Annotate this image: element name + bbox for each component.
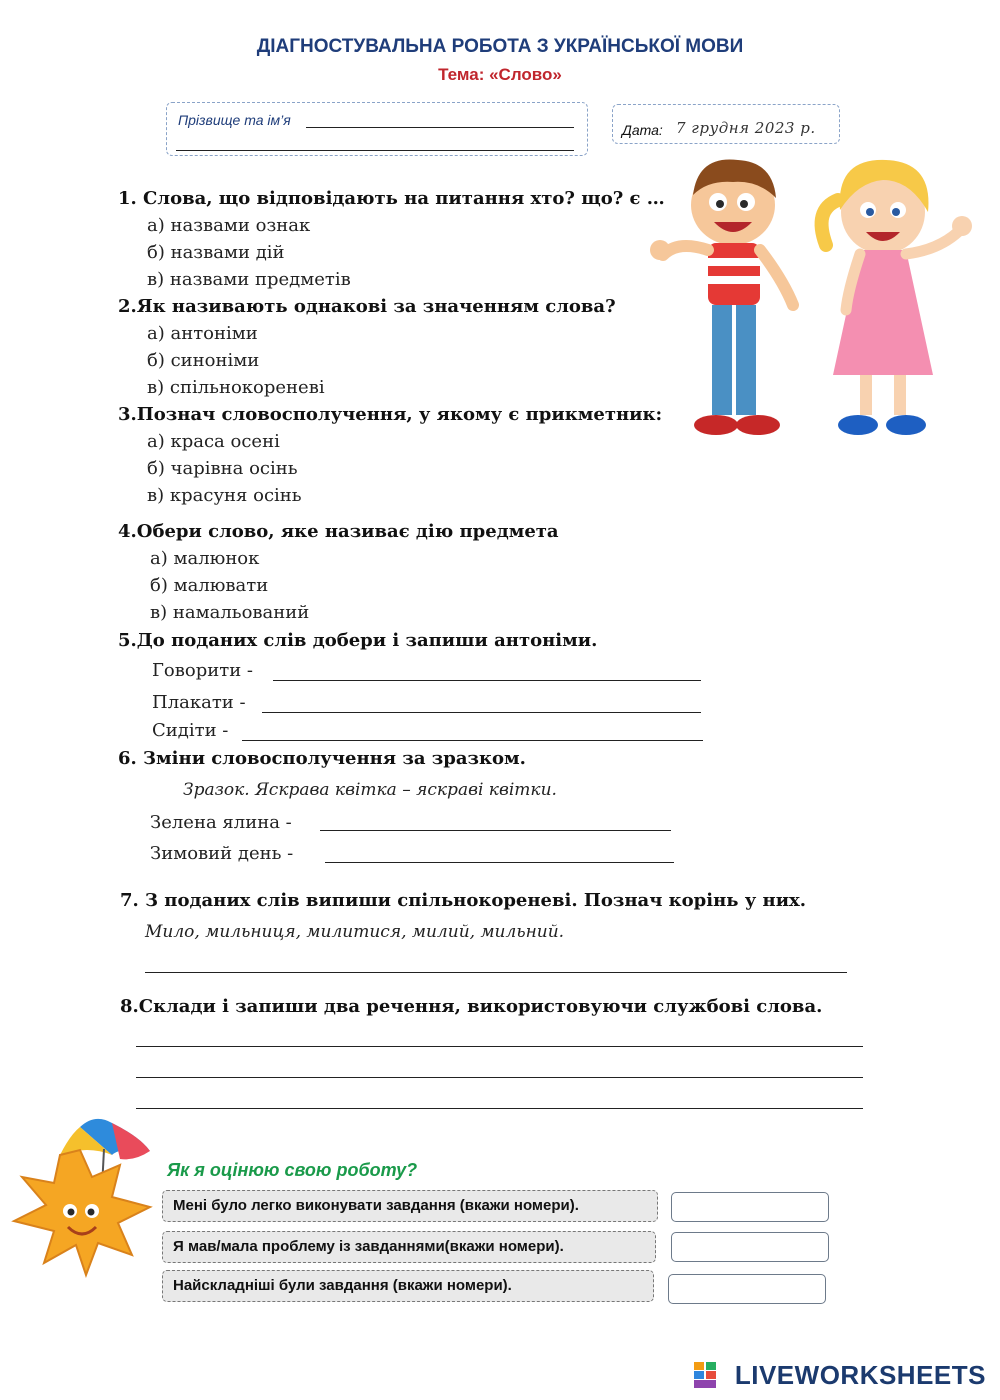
question-7: 7. З поданих слів випиши спільнокореневі. Познач корінь у них. <box>120 890 807 911</box>
q7-answer-line[interactable] <box>145 972 847 973</box>
q5-item-2: Плакати - <box>152 692 246 713</box>
question-4: 4.Обери слово, яке називає дію предмета <box>118 521 559 542</box>
question-6: 6. Зміни словосполучення за зразком. <box>118 748 526 769</box>
self-assessment-row-2: Я мав/мала проблему із завданнями(вкажи номери). <box>162 1231 656 1263</box>
q5-item-1: Говорити - <box>152 660 254 681</box>
q6-item-2: Зимовий день - <box>150 843 294 864</box>
q4-option-b[interactable]: б) малювати <box>150 575 269 596</box>
girl-figure <box>822 160 972 435</box>
q6-answer-line-2[interactable] <box>325 862 674 863</box>
name-input-line-2[interactable] <box>176 150 574 151</box>
q8-answer-line-1[interactable] <box>136 1046 863 1047</box>
q5-answer-line-2[interactable] <box>262 712 701 713</box>
page-title: ДІАГНОСТУВАЛЬНА РОБОТА З УКРАЇНСЬКОЇ МОВИ <box>256 36 744 57</box>
q1-option-c[interactable]: в) назвами предметів <box>147 269 351 290</box>
q3-option-a[interactable]: а) краса осені <box>147 431 280 452</box>
self-assessment-row-1: Мені було легко виконувати завдання (вкажи номери). <box>162 1190 658 1222</box>
q8-answer-line-2[interactable] <box>136 1077 863 1078</box>
question-2: 2.Як називають однакові за значенням слова? <box>118 296 616 317</box>
name-input-line[interactable] <box>306 127 574 128</box>
question-8: 8.Склади і запиши два речення, використовуючи службові слова. <box>120 996 823 1017</box>
q3-option-c[interactable]: в) красуня осінь <box>147 485 302 506</box>
question-1: 1. Слова, що відповідають на питання хто? що? є … <box>118 188 665 209</box>
self-assessment-answer-3[interactable] <box>668 1274 826 1304</box>
date-value: 7 грудня 2023 р. <box>676 119 816 137</box>
q1-option-a[interactable]: а) назвами ознак <box>147 215 311 236</box>
liveworksheets-logo-icon <box>694 1362 716 1388</box>
q5-answer-line-1[interactable] <box>273 680 701 681</box>
page-subtitle: Тема: «Слово» <box>438 65 562 84</box>
self-assessment-row-3: Найскладніші були завдання (вкажи номери). <box>162 1270 654 1302</box>
q6-item-1: Зелена ялина - <box>150 812 292 833</box>
self-assessment-answer-1[interactable] <box>671 1192 829 1222</box>
q6-example: Зразок. Яскрава квітка – яскраві квітки. <box>183 780 557 800</box>
q2-option-b[interactable]: б) синоніми <box>147 350 260 371</box>
liveworksheets-logo: LIVEWORKSHEETS <box>734 1360 986 1390</box>
q4-option-a[interactable]: а) малюнок <box>150 548 260 569</box>
self-assessment-title: Як я оцінюю свою роботу? <box>167 1160 418 1180</box>
name-box <box>166 102 588 156</box>
date-label: Дата: <box>622 122 663 138</box>
q5-item-3: Сидіти - <box>152 720 229 741</box>
self-assessment-answer-2[interactable] <box>671 1232 829 1262</box>
kids-illustration <box>648 150 988 445</box>
boy-figure <box>650 159 793 435</box>
question-3: 3.Познач словосполучення, у якому є прикметник: <box>118 404 663 425</box>
maple-leaf-mascot <box>0 1115 160 1285</box>
q5-answer-line-3[interactable] <box>242 740 703 741</box>
q7-words: Мило, мильниця, милитися, милий, мильний. <box>145 922 565 942</box>
q1-option-b[interactable]: б) назвами дій <box>147 242 285 263</box>
q3-option-b[interactable]: б) чарівна осінь <box>147 458 298 479</box>
question-5: 5.До поданих слів добери і запиши антоніми. <box>118 630 598 651</box>
q2-option-a[interactable]: а) антоніми <box>147 323 258 344</box>
q8-answer-line-3[interactable] <box>136 1108 863 1109</box>
q6-answer-line-1[interactable] <box>320 830 671 831</box>
q2-option-c[interactable]: в) спільнокореневі <box>147 377 325 398</box>
q4-option-c[interactable]: в) намальований <box>150 602 310 623</box>
name-label: Прізвище та ім’я <box>178 112 291 128</box>
